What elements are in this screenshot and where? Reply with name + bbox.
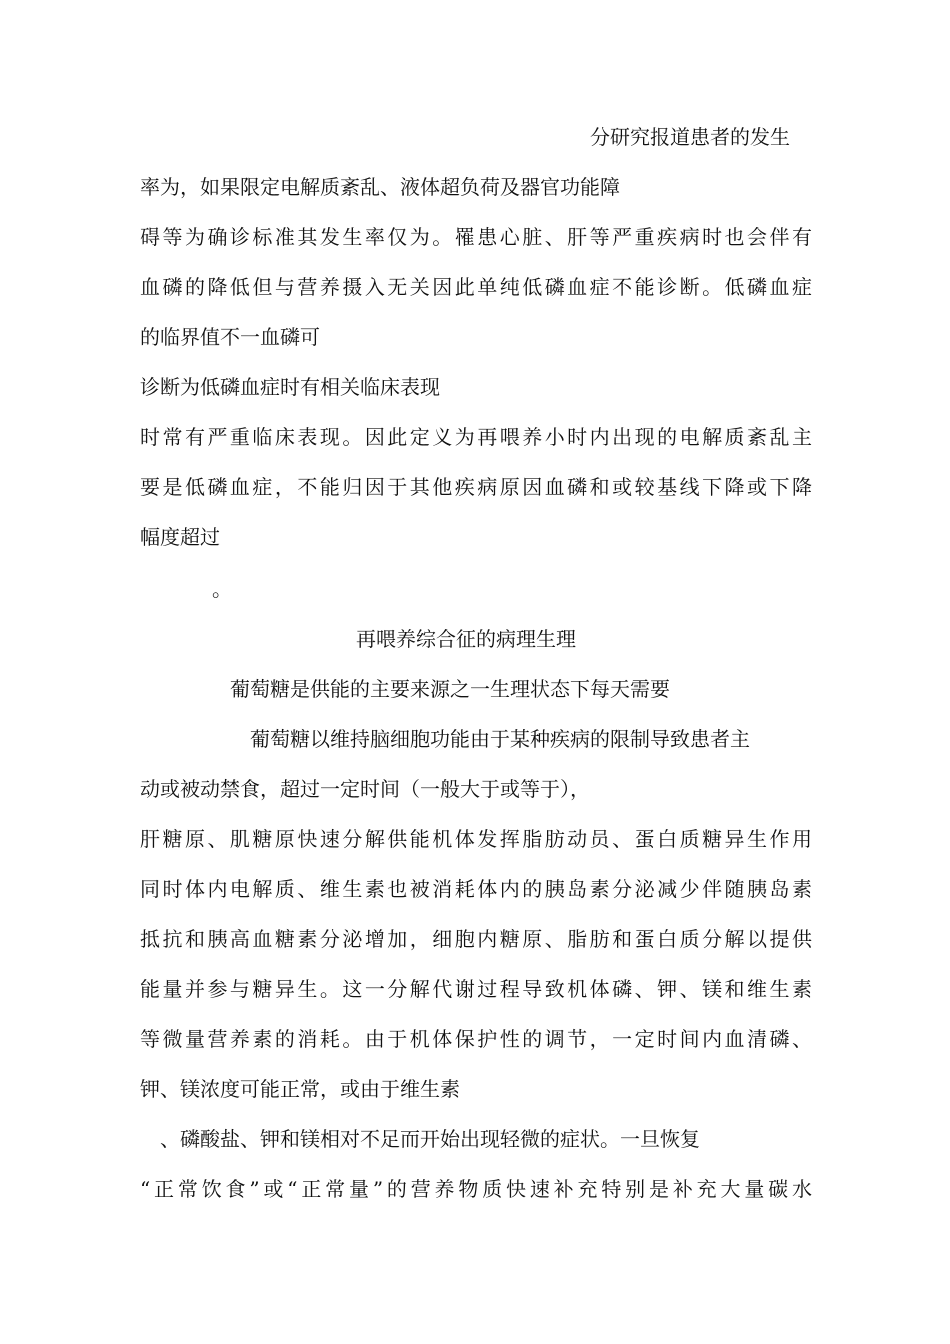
- text-line: 同时体内电解质、维生素也被消耗体内的胰岛素分泌减少伴随胰岛素: [140, 877, 812, 901]
- text-line: 等微量营养素的消耗。由于机体保护性的调节，一定时间内血清磷、: [140, 1027, 812, 1051]
- text-line: 诊断为低磷血症时有相关临床表现: [140, 375, 440, 399]
- text-line: 葡萄糖以维持脑细胞功能由于某种疾病的限制导致患者主: [250, 727, 750, 751]
- text-line: 分研究报道患者的发生: [590, 125, 790, 149]
- text-line: 抵抗和胰高血糖素分泌增加，细胞内糖原、脂肪和蛋白质分解以提供: [140, 927, 812, 951]
- text-line: 能量并参与糖异生。这一分解代谢过程导致机体磷、钾、镁和维生素: [140, 977, 812, 1001]
- text-line: 动或被动禁食，超过一定时间（一般大于或等于），: [140, 777, 590, 801]
- text-line: 钾、镁浓度可能正常，或由于维生素: [140, 1077, 460, 1101]
- text-line: 要是低磷血症，不能归因于其他疾病原因血磷和或较基线下降或下降: [140, 475, 812, 499]
- text-line: 率为，如果限定电解质紊乱、液体超负荷及器官功能障: [140, 175, 620, 199]
- text-line: 的临界值不一血磷可: [140, 325, 320, 349]
- text-line: 幅度超过: [140, 525, 220, 549]
- text-line: 。: [212, 577, 232, 601]
- text-line: 时常有严重临床表现。因此定义为再喂养小时内出现的电解质紊乱主: [140, 425, 812, 449]
- text-line: 碍等为确诊标准其发生率仅为。罹患心脏、肝等严重疾病时也会伴有: [140, 225, 812, 249]
- text-line: 葡萄糖是供能的主要来源之一生理状态下每天需要: [230, 677, 670, 701]
- section-heading: 再喂养综合征的病理生理: [356, 627, 576, 651]
- text-line: 肝糖原、肌糖原快速分解供能机体发挥脂肪动员、蛋白质糖异生作用: [140, 827, 812, 851]
- text-line: 血磷的降低但与营养摄入无关因此单纯低磷血症不能诊断。低磷血症: [140, 275, 812, 299]
- text-line: “正常饮食”或“正常量”的营养物质快速补充特别是补充大量碳水: [140, 1177, 812, 1201]
- text-line: 、磷酸盐、钾和镁相对不足而开始出现轻微的症状。一旦恢复: [160, 1127, 700, 1151]
